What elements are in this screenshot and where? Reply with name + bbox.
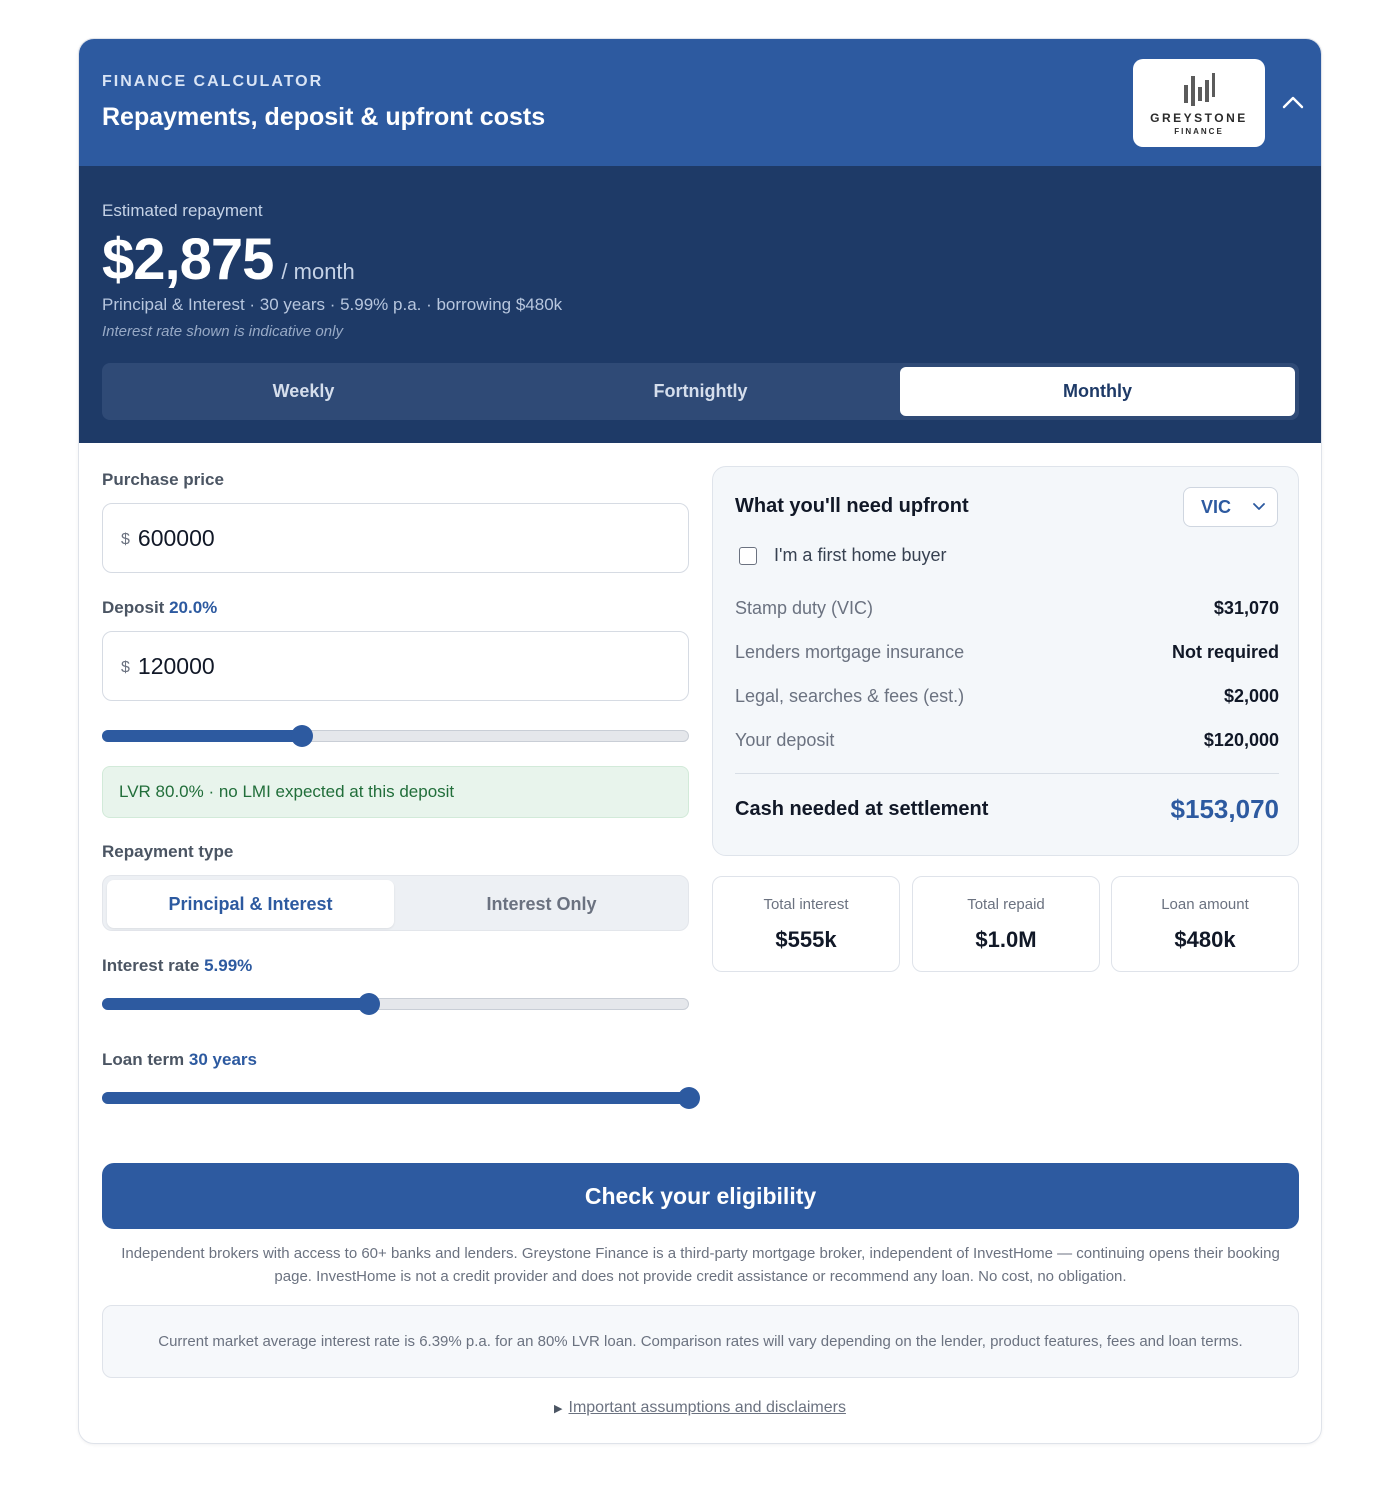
chevron-up-icon	[1279, 89, 1307, 117]
interest-rate-label	[102, 956, 252, 976]
cost-value: Not required	[1171, 642, 1279, 662]
loan-summary: Principal & Interest · 30 years · 5.99% p.a. · borrowing $480k	[102, 295, 563, 314]
stat-value: $1.0M	[975, 927, 1037, 952]
frequency-monthly[interactable]: Monthly	[900, 367, 1295, 416]
cost-value: $2,000	[1223, 686, 1279, 706]
broker-note: Independent brokers with access to 60+ banks and lenders. Greystone Finance is a third-party mortgage broker, independent of InvestHome — continuing opens their booking page. InvestHome is not a credit provider and does not provide credit assistance or recommend any loan. No cost, no obligation.	[121, 1245, 1280, 1285]
settlement-total-row	[735, 794, 1279, 825]
upfront-costs-panel	[712, 466, 1299, 856]
indicative-note: Interest rate shown is indicative only	[102, 323, 343, 340]
cost-row-legal-fees	[735, 686, 1279, 707]
repayment-type-toggle	[102, 875, 689, 931]
cost-label: Lenders mortgage insurance	[735, 642, 965, 662]
repayment-summary	[79, 166, 1321, 443]
stat-label: Loan amount	[1161, 896, 1249, 913]
frequency-weekly[interactable]: Weekly	[272, 381, 335, 401]
estimated-repayment-label: Estimated repayment	[102, 201, 263, 220]
greystone-logo-icon	[1182, 71, 1216, 107]
state-select-value: VIC	[1201, 496, 1232, 517]
currency-symbol: $	[121, 658, 130, 676]
cost-value: $120,000	[1203, 730, 1279, 750]
first-home-buyer-option[interactable]	[739, 545, 947, 566]
cost-value: $31,070	[1213, 598, 1279, 618]
repayment-type-label: Repayment type	[102, 842, 234, 861]
logo-name: GREYSTONE	[1150, 111, 1248, 125]
deposit-input[interactable]	[102, 631, 689, 701]
collapse-button[interactable]	[1279, 89, 1307, 117]
repayment-type-principal-interest[interactable]: Principal & Interest	[107, 880, 394, 928]
slider-fill	[102, 998, 369, 1010]
slider-thumb[interactable]	[678, 1087, 700, 1109]
interest-rate-label-text: Interest rate	[102, 956, 200, 975]
loan-term-label-text: Loan term	[102, 1050, 185, 1069]
cost-label: Your deposit	[735, 730, 835, 750]
settlement-total-value: $153,070	[1170, 794, 1279, 824]
calculator-eyebrow: FINANCE CALCULATOR	[102, 73, 324, 90]
cost-row-stamp-duty	[735, 598, 1279, 619]
deposit-label	[102, 598, 217, 618]
check-eligibility-button[interactable]: Check your eligibility	[102, 1163, 1299, 1229]
disclosure-triangle-icon: ▶	[554, 1403, 563, 1415]
slider-fill	[102, 730, 302, 742]
interest-rate-value: 5.99%	[204, 956, 253, 975]
market-rate-text: Current market average interest rate is 6.39% p.a. for an 80% LVR loan. Comparison rates will vary depending on the lender, product features, fees and loan terms.	[158, 1332, 1243, 1350]
deposit-value: 120000	[137, 652, 215, 679]
stat-loan-amount	[1111, 876, 1299, 972]
finance-calculator-card	[78, 38, 1322, 1444]
stat-value: $555k	[775, 927, 837, 952]
repayment-period: / month	[281, 259, 355, 284]
state-select[interactable]	[1183, 487, 1278, 527]
disclaimer-toggle[interactable]	[79, 1399, 1321, 1417]
cost-row-deposit	[735, 730, 1279, 751]
deposit-label-text: Deposit	[102, 598, 165, 617]
calculator-header	[79, 39, 1321, 166]
loan-term-value: 30 years	[188, 1050, 257, 1069]
repayment-type-interest-only[interactable]: Interest Only	[486, 893, 597, 914]
currency-symbol: $	[121, 530, 130, 548]
logo-sub: FINANCE	[1174, 127, 1224, 136]
purchase-price-value: 600000	[137, 524, 215, 551]
chevron-down-icon	[1252, 502, 1266, 512]
greystone-logo	[1133, 59, 1265, 147]
first-home-buyer-label: I'm a first home buyer	[774, 545, 947, 565]
slider-fill	[102, 1092, 689, 1104]
disclaimer-link[interactable]: Important assumptions and disclaimers	[568, 1399, 846, 1416]
frequency-fortnightly[interactable]: Fortnightly	[653, 381, 748, 401]
cost-row-lmi	[735, 642, 1279, 663]
deposit-percent: 20.0%	[169, 598, 218, 617]
stat-total-interest	[712, 876, 900, 972]
calculator-title: Repayments, deposit & upfront costs	[102, 103, 546, 131]
cost-label: Legal, searches & fees (est.)	[735, 686, 965, 706]
divider	[735, 773, 1279, 774]
lvr-note: LVR 80.0% · no LMI expected at this deposit	[102, 766, 689, 818]
stat-total-repaid	[912, 876, 1100, 972]
first-home-buyer-checkbox[interactable]	[739, 547, 757, 565]
stat-value: $480k	[1174, 927, 1236, 952]
stat-label: Total interest	[763, 896, 849, 913]
deposit-slider[interactable]	[102, 724, 689, 748]
stat-label: Total repaid	[967, 896, 1045, 913]
purchase-price-input[interactable]	[102, 503, 689, 573]
upfront-title: What you'll need upfront	[735, 495, 969, 517]
slider-thumb[interactable]	[291, 725, 313, 747]
cost-label: Stamp duty (VIC)	[735, 598, 874, 618]
market-rate-note	[102, 1305, 1299, 1378]
loan-term-label	[102, 1050, 257, 1070]
settlement-total-label: Cash needed at settlement	[735, 798, 989, 820]
interest-rate-slider[interactable]	[102, 992, 689, 1016]
frequency-toggle	[102, 363, 1299, 420]
repayment-amount-row	[102, 226, 355, 293]
slider-thumb[interactable]	[358, 993, 380, 1015]
repayment-amount: $2,875	[102, 227, 274, 292]
purchase-price-label: Purchase price	[102, 470, 224, 489]
loan-term-slider[interactable]	[102, 1086, 689, 1110]
